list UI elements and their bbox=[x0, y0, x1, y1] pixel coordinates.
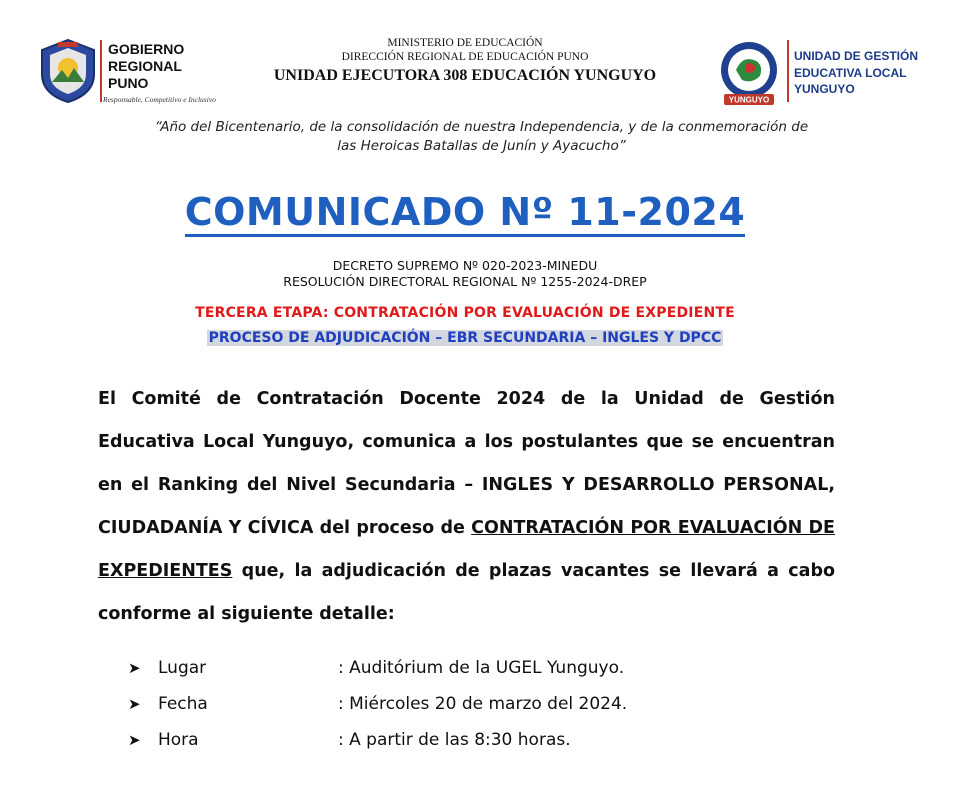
legal-references bbox=[0, 258, 930, 290]
process-heading-text: PROCESO DE ADJUDICACIÓN – EBR SECUNDARIA – INGLES Y DPCC bbox=[208, 330, 722, 346]
regional-resolution: RESOLUCIÓN DIRECTORAL REGIONAL Nº 1255-2024-DREP bbox=[283, 274, 647, 289]
detail-row-date bbox=[128, 686, 828, 722]
ugel-yunguyo-logo bbox=[714, 38, 784, 108]
year-motto bbox=[80, 118, 883, 156]
gobierno-regional-puno-logo bbox=[38, 38, 98, 104]
gov-slogan: Responsable, Competitivo e Inclusivo bbox=[103, 95, 216, 104]
direction-name: DIRECCIÓN REGIONAL DE EDUCACIÓN PUNO bbox=[341, 51, 589, 63]
gov-name-line: PUNO bbox=[108, 75, 149, 91]
detail-row-time bbox=[128, 722, 828, 758]
detail-value: : A partir de las 8:30 horas. bbox=[338, 730, 571, 750]
detail-value: : Auditórium de la UGEL Yunguyo. bbox=[338, 658, 625, 678]
detail-value: : Miércoles 20 de marzo del 2024. bbox=[338, 694, 628, 714]
ugel-name bbox=[794, 48, 954, 98]
institution-header bbox=[230, 36, 700, 88]
arrow-bullet-icon: ➤ bbox=[128, 659, 141, 677]
ugel-name-line: YUNGUYO bbox=[794, 82, 855, 96]
paragraph-underlined: CONTRATACIÓN POR EVALUACIÓN DE EXPEDIENTES bbox=[98, 518, 835, 581]
process-heading bbox=[0, 330, 930, 346]
detail-label: Fecha bbox=[158, 694, 208, 714]
stage-heading: TERCERA ETAPA: CONTRATACIÓN POR EVALUACIÓN DE EXPEDIENTE bbox=[195, 305, 735, 321]
ugel-badge-text: YUNGUYO bbox=[728, 95, 770, 105]
communique-title bbox=[0, 190, 930, 234]
arrow-bullet-icon: ➤ bbox=[128, 731, 141, 749]
detail-label: Hora bbox=[158, 730, 199, 750]
supreme-decree: DECRETO SUPREMO Nº 020-2023-MINEDU bbox=[332, 258, 598, 273]
detail-row-place bbox=[128, 650, 828, 686]
header-divider-right bbox=[787, 40, 789, 102]
gov-name-line: GOBIERNO bbox=[108, 41, 185, 57]
gov-name bbox=[108, 41, 218, 92]
communique-title-text: COMUNICADO Nº 11-2024 bbox=[185, 190, 746, 237]
paragraph-part-2: que, la adjudicación de plazas vacantes se llevará a cabo conforme al siguiente detalle: bbox=[98, 561, 835, 624]
announcement-paragraph bbox=[98, 378, 835, 636]
gov-name-line: REGIONAL bbox=[108, 58, 182, 74]
ugel-name-line: UNIDAD DE GESTIÓN bbox=[794, 49, 919, 63]
event-details bbox=[128, 650, 828, 758]
header-divider-left bbox=[100, 40, 102, 102]
arrow-bullet-icon: ➤ bbox=[128, 695, 141, 713]
paragraph-part-1: El Comité de Contratación Docente 2024 de la Unidad de Gestión Educativa Local Yunguyo, comunica a los postulantes que se encuentran en el Ranking del Nivel Secundaria – INGLES Y DESARROLLO PERSONAL, CIUDADANÍA Y CÍVICA del proceso de bbox=[98, 389, 835, 538]
motto-line: “Año del Bicentenario, de la consolidación de nuestra Independencia, y de la conmemoración de bbox=[154, 119, 809, 135]
detail-label: Lugar bbox=[158, 658, 207, 678]
unit-name: UNIDAD EJECUTORA 308 EDUCACIÓN YUNGUYO bbox=[273, 67, 657, 84]
ugel-name-line: EDUCATIVA LOCAL bbox=[794, 65, 907, 80]
ministry-name: MINISTERIO DE EDUCACIÓN bbox=[387, 37, 543, 49]
motto-line: las Heroicas Batallas de Junín y Ayacucho” bbox=[337, 138, 626, 154]
